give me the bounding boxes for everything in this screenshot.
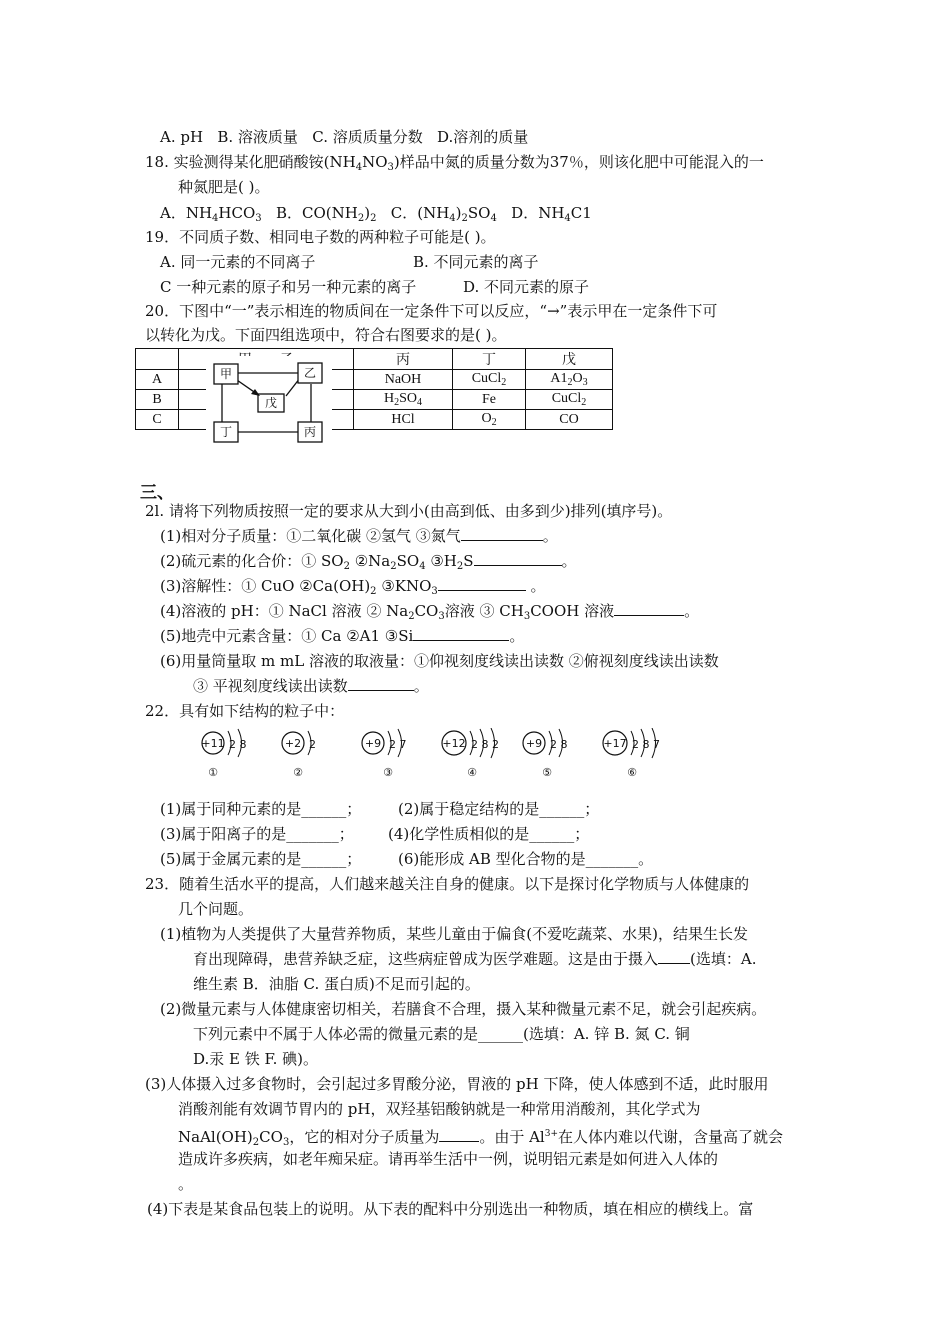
q22-answer-4: (4)化学性质相似的是______； (388, 825, 590, 843)
q17-option-a: A. pH (160, 128, 204, 146)
q23-sub2-line3: D.汞 E 铁 F. 碘)。 (193, 1050, 318, 1068)
diagram-node-wu: 戊 (264, 396, 278, 410)
q23-sub1-line1: (1)植物为人类提供了大量营养物质，某些儿童由于偏食(不爱吃蔬菜、水果)，结果生长发 (160, 925, 748, 943)
answer-blank[interactable] (461, 525, 543, 541)
section-heading: 三、 (140, 483, 174, 503)
q17-option-b: B. 溶液质量 (217, 128, 298, 146)
table-row: A NaOH CuCl$_2$ $A1_2O_3$ (136, 370, 613, 390)
q18-line1: 18. 实验测得某化肥硝酸铵$(NH_4NO_3)$样品中氮的质量分数为37％，则该化肥中可能混入的一 (145, 153, 764, 173)
q23-sub1-line3: 维生素 B．油脂 C. 蛋白质)不足而引起的。 (193, 975, 480, 993)
q23-line2: 几个问题。 (178, 900, 254, 918)
q23-sub4-line1: (4)下表是某食品包装上的说明。从下表的配料中分别选出一种物质，填在相应的横线上。富 (147, 1200, 754, 1218)
q19-option-c: C 一种元素的原子和另一种元素的离子 (160, 278, 417, 296)
q23-sub3-line5: 。 (178, 1175, 194, 1193)
table-row: B $H_2SO_4$ Fe CuCl$_2$ (136, 390, 613, 410)
answer-blank[interactable] (614, 600, 684, 616)
svg-text:2 7: 2 7 (389, 738, 407, 751)
q23-sub3-line3: $NaAl(OH)_2CO_3$，它的相对分子质量为 。由于 $Al^{3+}$在人体内难以代谢，含量高了就会 (178, 1128, 784, 1148)
atomic-structure-diagrams (195, 728, 685, 784)
q20-reaction-diagram (206, 356, 332, 446)
answer-blank[interactable] (413, 625, 509, 641)
q21-part6-cont: ③ 平视刻度线读出读数 。 (193, 677, 429, 695)
q18-line2: 种氮肥是( )。 (178, 178, 270, 196)
table-row: C HCl $O_2$ CO (136, 410, 613, 430)
svg-text:②: ② (293, 766, 303, 779)
svg-text:2 8 2: 2 8 2 (471, 738, 499, 751)
q22-answer-3: (3)属于阳离子的是_______； (160, 825, 354, 843)
atom-diagram-2 (282, 731, 316, 779)
svg-text:2 8 7: 2 8 7 (632, 738, 660, 751)
q21-part4: (4)溶液的 pH：① NaCl 溶液 ② $Na_2CO_3$溶液 ③ $CH_3COOH$ 溶液 。 (160, 602, 700, 622)
q17-option-d: D.溶剂的质量 (437, 128, 529, 146)
svg-text:⑤: ⑤ (542, 766, 552, 779)
svg-text:+17: +17 (603, 737, 627, 750)
q17-option-c: C. 溶质质量分数 (312, 128, 423, 146)
svg-text:③: ③ (383, 766, 393, 779)
q22-answer-5: (5)属于金属元素的是______； (160, 850, 362, 868)
q18-options: A．$NH_4HCO_3$ B．$CO(NH_2)_2$ C．$(NH_4)_2SO_4$ D．$NH_4C1$ (160, 204, 592, 224)
q21-part2: (2)硫元素的化合价：① $SO_2$ $②Na_2SO_4$ $③H_2S$ 。 (160, 552, 577, 572)
q23-sub3-line4: 造成许多疾病，如老年痴呆症。请再举生活中一例，说明铝元素是如何进入人体的 (178, 1150, 719, 1168)
diagram-node-ding: 丁 (219, 425, 233, 439)
svg-text:2 8: 2 8 (550, 738, 568, 751)
answer-blank[interactable] (439, 1126, 479, 1142)
diagram-node-bing: 丙 (303, 425, 317, 439)
q22-answer-2: (2)属于稳定结构的是______； (398, 800, 600, 818)
q21-part1: (1)相对分子质量：①二氧化碳 ②氢气 ③氮气 。 (160, 527, 558, 545)
answer-blank[interactable] (348, 675, 414, 691)
q23-sub2-line2: 下列元素中不属于人体必需的微量元素的是______(选填：A. 锌 B. 氮 C. 铜 (193, 1025, 690, 1043)
q19-option-d: D. 不同元素的原子 (463, 278, 590, 296)
answer-blank[interactable] (438, 575, 526, 591)
answer-blank[interactable] (658, 948, 690, 964)
q22-answer-6: (6)能形成 AB 型化合物的是_______。 (398, 850, 654, 868)
q23-line1: 23．随着生活水平的提高，人们越来越关注自身的健康。以下是探讨化学物质与人体健康的 (145, 875, 750, 893)
svg-text:④: ④ (467, 766, 477, 779)
svg-text:2: 2 (309, 738, 316, 751)
q17-options (160, 126, 528, 148)
q20-line1: 20．下图中“一”表示相连的物质间在一定条件下可以反应，“→”表示甲在一定条件下可 (145, 302, 718, 320)
q21-part3: (3)溶解性：① CuO $②Ca(OH)_2$ $③KNO_3$ 。 (160, 577, 546, 597)
q19-option-b: B. 不同元素的离子 (413, 253, 539, 271)
diagram-node-yi: 乙 (303, 366, 317, 380)
q21-part6: (6)用量筒量取 m mL 溶液的取液量：①仰视刻度线读出读数 ②俯视刻度线读出读数 (160, 652, 719, 670)
atom-diagram-3 (362, 729, 407, 779)
atom-diagram-5 (523, 729, 568, 779)
svg-text:+9: +9 (525, 737, 543, 750)
q19-stem: 19．不同质子数、相同电子数的两种粒子可能是( )。 (145, 228, 496, 246)
diagram-node-jia: 甲 (219, 367, 233, 381)
atom-diagram-1 (201, 729, 246, 779)
answer-blank[interactable] (474, 550, 562, 566)
atom-diagram-6 (603, 728, 660, 779)
q23-sub3-line1: (3)人体摄入过多食物时，会引起过多胃酸分泌，胃液的 pH 下降，使人体感到不适，此时服用 (145, 1075, 769, 1093)
atom-diagram-4 (442, 728, 499, 779)
q19-option-a: A. 同一元素的不同离子 (160, 253, 316, 271)
q21-part5: (5)地壳中元素含量：① Ca ②A1 ③Si 。 (160, 627, 525, 645)
q20-line2: 以转化为戊。下面四组选项中，符合右图要求的是( )。 (145, 326, 507, 344)
svg-text:①: ① (208, 766, 218, 779)
svg-text:+12: +12 (442, 737, 466, 750)
svg-text:+9: +9 (364, 737, 382, 750)
table-header-row: 丙 丁 戊 (136, 349, 613, 370)
q23-sub1-line2: 育出现障碍，患营养缺乏症，这些病症曾成为医学难题。这是由于摄入 (选填：A. (193, 950, 757, 968)
q22-stem: 22．具有如下结构的粒子中： (145, 702, 345, 720)
svg-text:⑥: ⑥ (627, 766, 637, 779)
q23-sub3-line2: 消酸剂能有效调节胃内的 pH，双羟基铝酸钠就是一种常用消酸剂，其化学式为 (178, 1100, 701, 1118)
svg-text:+11: +11 (201, 737, 225, 750)
q21-stem: 2l. 请将下列物质按照一定的要求从大到小(由高到低、由多到少)排列(填序号)。 (145, 502, 673, 520)
svg-text:2 8: 2 8 (229, 738, 247, 751)
svg-text:+2: +2 (284, 737, 302, 750)
q23-sub2-line1: (2)微量元素与人体健康密切相关，若膳食不合理，摄入某种微量元素不足，就会引起疾病。 (160, 1000, 767, 1018)
q22-answer-1: (1)属于同种元素的是______； (160, 800, 362, 818)
